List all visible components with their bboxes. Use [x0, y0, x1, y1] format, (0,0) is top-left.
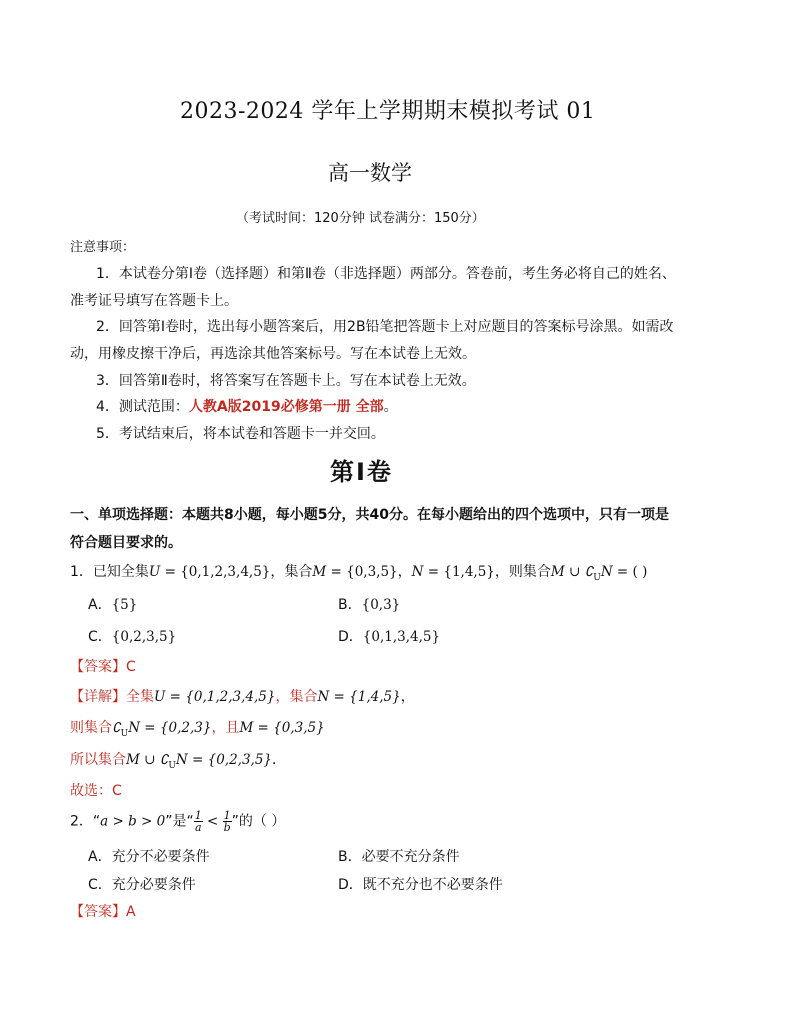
q1-option-b — [338, 594, 400, 614]
q1-so-math-2: N = {0,2,3,5} — [175, 752, 273, 768]
q2-option-c: C．充分必要条件 — [88, 877, 196, 893]
q1-text-c: ，则集合 — [494, 564, 551, 580]
q2-text-b: ”是“ — [165, 813, 194, 830]
q1-option-d-value: {0,1,3,4,5} — [362, 629, 441, 645]
q1-set-n: = {1,4,5} — [423, 564, 495, 580]
q2-option-a: A．充分不必要条件 — [88, 849, 210, 865]
q2-text-a: 2．“ — [70, 813, 101, 830]
note-item-1-cont: 准考证号填写在答题卡上。 — [70, 293, 238, 309]
section-heading: 一、单项选择题：本题共8小题，每小题5分，共40分。在每小题给出的四个选项中，只有一项是 — [70, 507, 669, 523]
q1-option-d-label: D． — [338, 629, 363, 645]
q2-condition: a > b > 0 — [100, 813, 166, 830]
q1-expr-sub: U — [593, 572, 601, 583]
q1-answer: 【答案】C — [70, 659, 136, 675]
q2-frac2-den: b — [223, 821, 231, 834]
q1-set-u: = {0,1,2,3,4,5} — [160, 564, 271, 580]
note-item-2: 2．回答第Ⅰ卷时，选出每小题答案后，用2B铅笔把答题卡上对应题目的答案标号涂黑。如需改 — [96, 319, 674, 335]
q1-so-text: 所以集合 — [70, 752, 126, 768]
q1-so-math: M ∪ ∁ — [126, 752, 169, 768]
q1-detail-text-a: 全集 — [126, 689, 154, 705]
q1-option-a-label: A． — [88, 597, 112, 613]
q1-comma: ， — [397, 564, 412, 580]
q1-option-c-label: C． — [88, 629, 112, 645]
q1-option-c — [88, 626, 176, 646]
q1-choose: 故选：C — [70, 783, 122, 799]
volume-title: 第Ⅰ卷 — [330, 458, 393, 486]
q1-option-a-value: {5} — [111, 597, 138, 613]
q1-detail-end: ， — [400, 689, 415, 705]
exam-title: 2023-2024 学年上学期期末模拟考试 01 — [180, 99, 596, 124]
q1-option-c-value: {0,2,3,5} — [111, 629, 177, 645]
q2-option-b: B．必要不充分条件 — [338, 849, 460, 865]
q2-less-than: < — [202, 813, 223, 830]
q1-text-b: ，集合 — [270, 564, 313, 580]
q1-so — [70, 749, 286, 771]
subject-title: 高一数学 — [328, 161, 412, 185]
test-scope: 人教A版2019必修第一册 全部 — [188, 399, 384, 415]
q1-then-math-3: M = {0,3,5} — [239, 720, 325, 736]
q2-fraction-1 — [194, 810, 203, 833]
exam-info: （考试时间：120分钟 试卷满分：150分） — [236, 211, 485, 226]
q2-frac1-den: a — [194, 821, 202, 834]
q1-then-text-a: 则集合 — [70, 720, 112, 736]
q1-tail: = ( ) — [612, 564, 648, 580]
q2-option-d: D．既不充分也不必要条件 — [338, 877, 503, 893]
q1-detail-label: 【详解】 — [70, 689, 126, 705]
q1-var-n: N — [411, 564, 424, 580]
q1-option-b-label: B． — [338, 597, 362, 613]
q1-expr-end: N — [600, 564, 613, 580]
question-2-stem — [70, 810, 285, 833]
q1-detail-text-b: ，集合 — [275, 689, 318, 705]
question-1-stem — [70, 561, 647, 583]
q1-detail-math-b: N = {1,4,5} — [317, 689, 401, 705]
q2-answer: 【答案】A — [70, 904, 136, 920]
note-item-1: 1．本试卷分第Ⅰ卷（选择题）和第Ⅱ卷（非选择题）两部分。答卷前，考生务必将自己的姓名、 — [96, 266, 676, 282]
q2-fraction-2 — [223, 810, 232, 833]
q1-option-a — [88, 594, 137, 614]
q2-frac1-num: 1 — [194, 809, 202, 822]
q1-set-m: = {0,3,5} — [326, 564, 398, 580]
section-heading-cont: 符合题目要求的。 — [70, 535, 182, 551]
note-item-4-prefix: 4．测试范围： — [96, 399, 189, 415]
q1-detail — [70, 686, 415, 706]
q1-var-m: M — [312, 564, 327, 580]
q1-var-u: U — [148, 564, 161, 580]
note-item-4 — [96, 396, 398, 416]
q1-so-sub: U — [168, 760, 176, 771]
note-item-4-suffix: 。 — [383, 399, 398, 415]
note-item-2-cont: 动，用橡皮擦干净后，再选涂其他答案标号。写在本试卷上无效。 — [70, 346, 476, 362]
notes-heading: 注意事项： — [70, 240, 136, 255]
q1-option-d — [338, 626, 440, 646]
q1-then-sub: U — [120, 728, 129, 739]
q1-then-math-2: N = {0,2,3} — [128, 720, 212, 736]
q2-text-c: ”的（ ） — [231, 813, 286, 830]
note-item-5: 5．考试结束后，将本试卷和答题卡一并交回。 — [96, 426, 385, 442]
q1-so-end: ． — [272, 752, 287, 768]
q1-then-text-b: ，且 — [211, 720, 240, 736]
q1-expr: M ∪ ∁ — [550, 564, 594, 580]
q1-detail-math-a: U = {0,1,2,3,4,5} — [154, 689, 276, 705]
note-item-3: 3．回答第Ⅱ卷时，将答案写在答题卡上。写在本试卷上无效。 — [96, 373, 476, 389]
q1-then-math: ∁ — [112, 720, 121, 736]
q1-text-a: 1．已知全集 — [70, 564, 149, 580]
q1-then — [70, 717, 325, 739]
q1-option-b-value: {0,3} — [361, 597, 401, 613]
q2-frac2-num: 1 — [223, 809, 231, 822]
